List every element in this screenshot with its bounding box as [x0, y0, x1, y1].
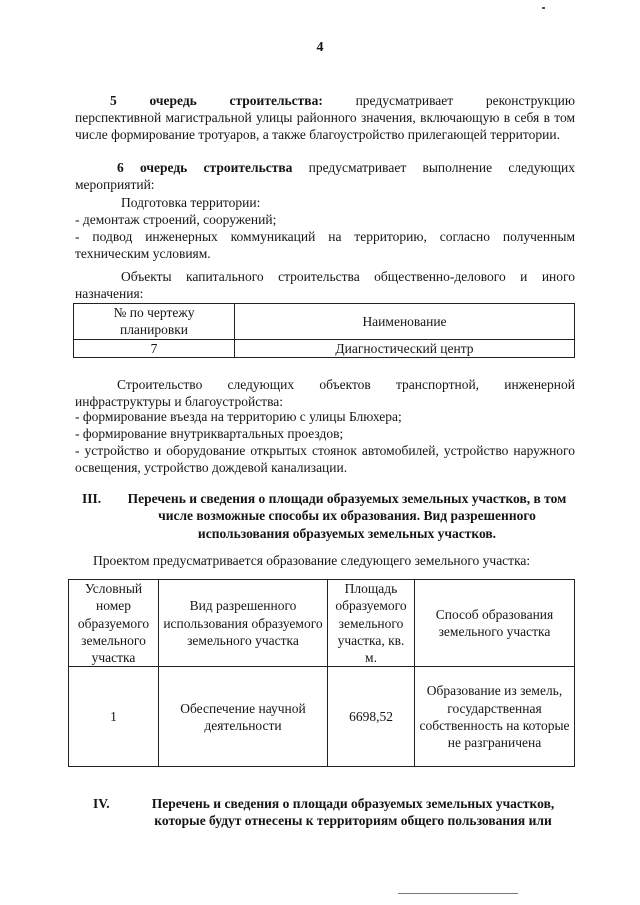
- infra-item-2: - формирование внутриквартальных проездов;: [75, 426, 344, 441]
- table-header-cell: Условный номер образуемого земельного участка: [69, 580, 159, 667]
- prep-title: Подготовка территории:: [121, 195, 261, 210]
- objects-table: [73, 303, 575, 358]
- table-cell: 6698,52: [328, 667, 415, 767]
- stage5-word: очередь: [149, 93, 197, 108]
- stage6-paragraph: [75, 159, 575, 194]
- stage5-number: 5: [110, 93, 117, 108]
- project-intro: Проектом предусматривается образование следующего земельного участка:: [93, 553, 531, 568]
- table-cell: 1: [69, 667, 159, 767]
- table-header-cell: Способ образования земельного участка: [415, 580, 575, 667]
- table-header-row: [74, 304, 575, 340]
- stage5-rest: предусматривает реконструкцию: [355, 93, 575, 108]
- stage6-text: предусматривает выполнение следующих мероприятий:: [75, 160, 575, 193]
- table-cell: 7: [74, 339, 235, 357]
- table-header-cell: Наименование: [235, 304, 575, 340]
- table-cell: Диагностический центр: [235, 339, 575, 357]
- stage5-label: строительства:: [229, 93, 323, 108]
- table-header-cell: № по чертежу планировки: [74, 304, 235, 340]
- table-cell: Обеспечение научной деятельности: [159, 667, 328, 767]
- prep-item-1: - демонтаж строений, сооружений;: [75, 212, 277, 227]
- section4-number: IV.: [93, 796, 110, 811]
- table-row: [74, 339, 575, 357]
- section3-title: Перечень и сведения о площади образуемых земельных участков, в том числе возможные способы их образования. Вид разрешенного использования образуемых земельных участков.: [127, 491, 567, 541]
- prep-item-2: - подвод инженерных коммуникаций на территорию, согласно полученным техническим условиям.: [75, 229, 575, 262]
- table-header-row: [69, 580, 575, 667]
- infra-item-3: - устройство и оборудование открытых стоянок автомобилей, устройство наружного освещения, устройство дождевой канализации.: [75, 443, 575, 476]
- section3-heading: [82, 490, 572, 542]
- stage5-continuation: перспективной магистральной улицы районного значения, включающую в себя в том числе формирование тротуаров, а также благоустройство прилегающей территории.: [75, 110, 575, 143]
- stage6-label: 6 очередь строительства: [117, 160, 293, 175]
- objects-intro: Объекты капитального строительства общественно-делового и иного назначения:: [75, 269, 575, 302]
- stage5-first-line: [75, 92, 575, 109]
- section4-title: Перечень и сведения о площади образуемых земельных участков, которые будут отнесены к территориям общего пользования или: [151, 796, 555, 829]
- scan-artifact: [398, 893, 518, 894]
- section3-number: III.: [82, 491, 102, 506]
- scan-mark: [542, 7, 545, 9]
- table-header-cell: Вид разрешенного использования образуемого земельного участка: [159, 580, 328, 667]
- land-plot-table: [68, 579, 575, 767]
- section4-heading: [93, 795, 575, 831]
- infra-intro: Строительство следующих объектов транспортной, инженерной инфраструктуры и благоустройства:: [75, 377, 575, 410]
- table-row: [69, 667, 575, 767]
- table-header-cell: Площадь образуемого земельного участка, кв. м.: [328, 580, 415, 667]
- table-cell: Образование из земель, государственная собственность на которые не разграничена: [415, 667, 575, 767]
- page-number: 4: [316, 40, 324, 55]
- infra-item-1: - формирование въезда на территорию с улицы Блюхера;: [75, 409, 402, 424]
